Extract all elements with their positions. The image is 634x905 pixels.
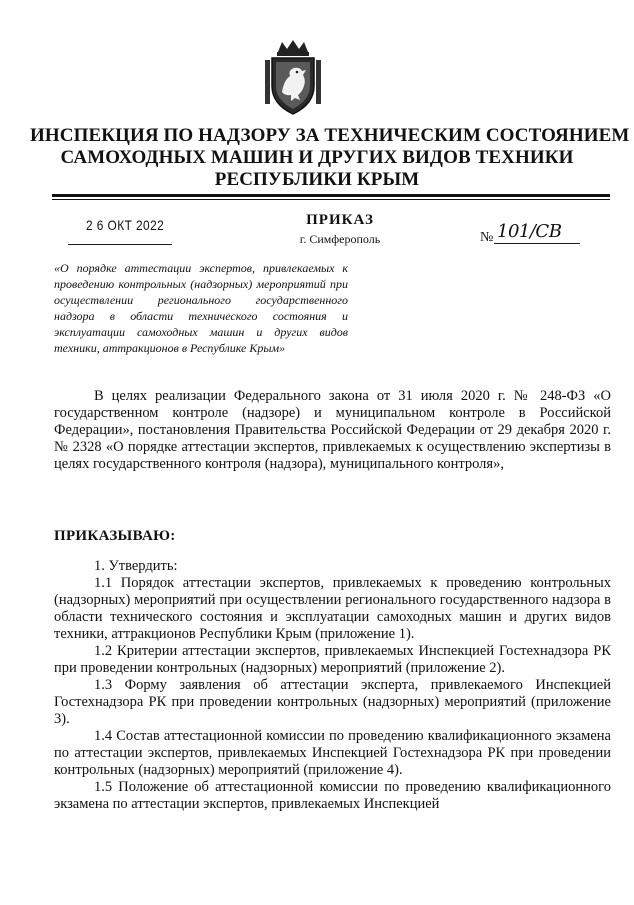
document-city: г. Симферополь <box>299 232 381 246</box>
organization-title <box>30 125 630 191</box>
list-item: 1.4 Состав аттестационной комиссии по проведению квалификационного экзамена по аттестации экспертов, привлекаемых Инспекцией Гостехнадзора РК при проведении контрольных (надзорных) мероприятий (приложение 4). <box>54 728 611 778</box>
org-title-line: РЕСПУБЛИКИ КРЫМ <box>214 169 420 190</box>
date-underline <box>68 244 172 245</box>
org-title-line: ИНСПЕКЦИЯ ПО НАДЗОРУ ЗА ТЕХНИЧЕСКИМ СОСТОЯНИЕМ <box>30 125 630 146</box>
org-title-line: САМОХОДНЫХ МАШИН И ДРУГИХ ВИДОВ ТЕХНИКИ <box>60 147 574 168</box>
approve-heading: 1. Утвердить: <box>94 558 178 574</box>
number-label: № <box>480 230 494 245</box>
list-item: 1.3 Форму заявления об аттестации эксперта, привлекаемого Инспекцией Гостехнадзора РК при проведении контрольных (надзорных) мероприятий (приложение 3). <box>54 677 611 727</box>
header-rule-thin <box>52 199 610 200</box>
approve-section <box>54 558 611 813</box>
number-underline <box>494 243 580 244</box>
order-subject: «О порядке аттестации экспертов, привлекаемых к проведению контрольных (надзорных) мероприятий при осуществлении регионального государственного надзора в области технического состояния и эксплуатации самоходных машин и других видов техники, аттракционов в Республике Крым» <box>54 261 348 355</box>
header-rule-thick <box>52 194 610 197</box>
list-item: 1.5 Положение об аттестационной комиссии по проведению квалификационного экзамена по аттестации экспертов, привлекаемых Инспекцией <box>54 779 611 812</box>
order-directive-heading: ПРИКАЗЫВАЮ: <box>54 528 176 544</box>
list-item: 1.1 Порядок аттестации экспертов, привлекаемых к проведению контрольных (надзорных) мероприятий при осуществлении регионального государственного надзора в области технического состояния и эксплуатации самоходных машин и других видов техники, аттракционов Республики Крым (приложение 1). <box>54 575 611 642</box>
crimea-coat-of-arms-icon <box>264 40 322 116</box>
list-item: 1.2 Критерии аттестации экспертов, привлекаемых Инспекцией Гостехнадзора РК при проведении контрольных (надзорных) мероприятий (приложение 2). <box>54 643 611 676</box>
order-date-stamp: 2 6 ОКТ 2022 <box>86 217 165 233</box>
document-type: ПРИКАЗ <box>306 212 374 228</box>
preamble-paragraph: В целях реализации Федерального закона от 31 июля 2020 г. № 248-ФЗ «О государственном контроле (надзоре) и муниципальном контроле в Российской Федерации», постановления Правительства Российской Федерации от 29 декабря 2020 г. № 2328 «О порядке аттестации экспертов, привлекаемых к осуществлению экспертизы в целях государственного контроля (надзора), муниципального контроля», <box>54 388 611 472</box>
order-number-handwritten: 101/СВ <box>497 221 562 242</box>
